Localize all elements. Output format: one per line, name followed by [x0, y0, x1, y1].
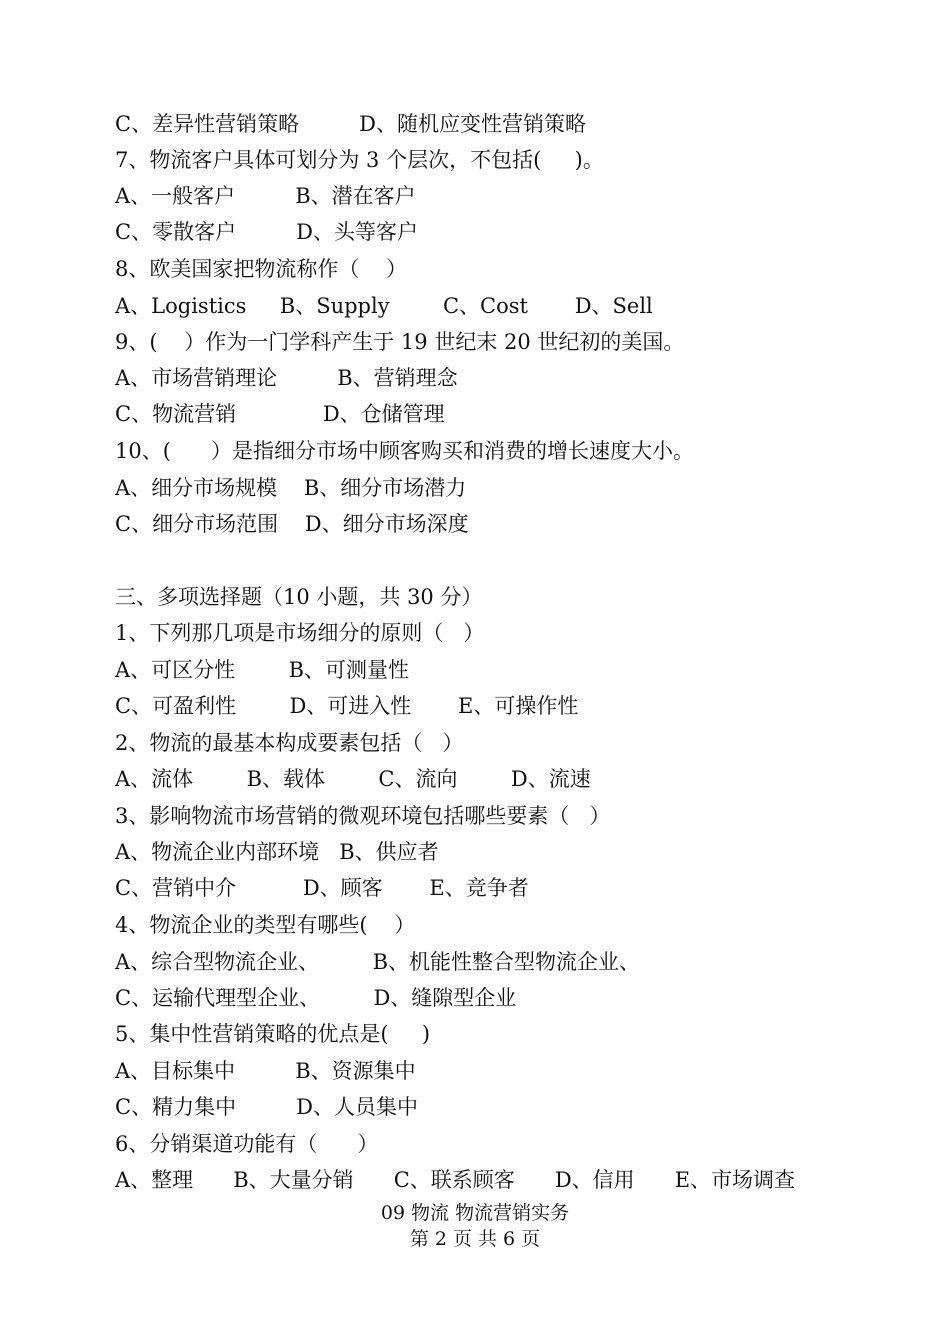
question-7: 7、物流客户具体可划分为 3 个层次，不包括( )。 — [115, 148, 604, 172]
option-line: C、运输代理型企业、 D、缝隙型企业 — [115, 986, 517, 1010]
option-line: A、物流企业内部环境 B、供应者 — [115, 840, 439, 864]
question-6: 6、分销渠道功能有（ ） — [115, 1132, 379, 1156]
footer-course: 09 物流 物流营销实务 — [380, 1202, 570, 1224]
question-1: 1、下列那几项是市场细分的原则（ ） — [115, 621, 485, 645]
option-line: A、一般客户 B、潜在客户 — [115, 184, 416, 208]
question-9: 9、( ）作为一门学科产生于 19 世纪末 20 世纪初的美国。 — [115, 330, 685, 354]
option-line: C、精力集中 D、人员集中 — [115, 1095, 418, 1119]
question-10: 10、( ）是指细分市场中顾客购买和消费的增长速度大小。 — [115, 439, 694, 463]
question-5: 5、集中性营销策略的优点是( ) — [115, 1022, 431, 1046]
option-line: A、可区分性 B、可测量性 — [115, 658, 409, 682]
option-line: C、差异性营销策略 D、随机应变性营销策略 — [115, 112, 586, 136]
option-line: A、目标集中 B、资源集中 — [115, 1059, 416, 1083]
option-line: A、流体 B、载体 C、流向 D、流速 — [115, 767, 591, 791]
question-8: 8、欧美国家把物流称作（ ） — [115, 257, 408, 281]
option-line: A、市场营销理论 B、营销理念 — [115, 366, 458, 390]
option-line: C、零散客户 D、头等客户 — [115, 220, 418, 244]
option-line: A、整理 B、大量分销 C、联系顾客 D、信用 E、市场调查 — [115, 1168, 796, 1192]
question-3: 3、影响物流市场营销的微观环境包括哪些要素（ ） — [115, 804, 611, 828]
question-2: 2、物流的最基本构成要素包括（ ） — [115, 731, 464, 755]
option-line: A、综合型物流企业、 B、机能性整合型物流企业、 — [115, 950, 640, 974]
option-line: C、细分市场范围 D、细分市场深度 — [115, 512, 469, 536]
section-heading: 三、多项选择题（10 小题，共 30 分） — [115, 585, 483, 609]
option-line: C、物流营销 D、仓储管理 — [115, 402, 445, 426]
question-4: 4、物流企业的类型有哪些( ） — [115, 913, 416, 937]
footer-page-number: 第 2 页 共 6 页 — [409, 1228, 541, 1250]
option-line: C、可盈利性 D、可进入性 E、可操作性 — [115, 694, 579, 718]
option-line: A、Logistics B、Supply C、Cost D、Sell — [115, 294, 653, 318]
option-line: A、细分市场规模 B、细分市场潜力 — [115, 476, 467, 500]
option-line: C、营销中介 D、顾客 E、竞争者 — [115, 876, 529, 900]
